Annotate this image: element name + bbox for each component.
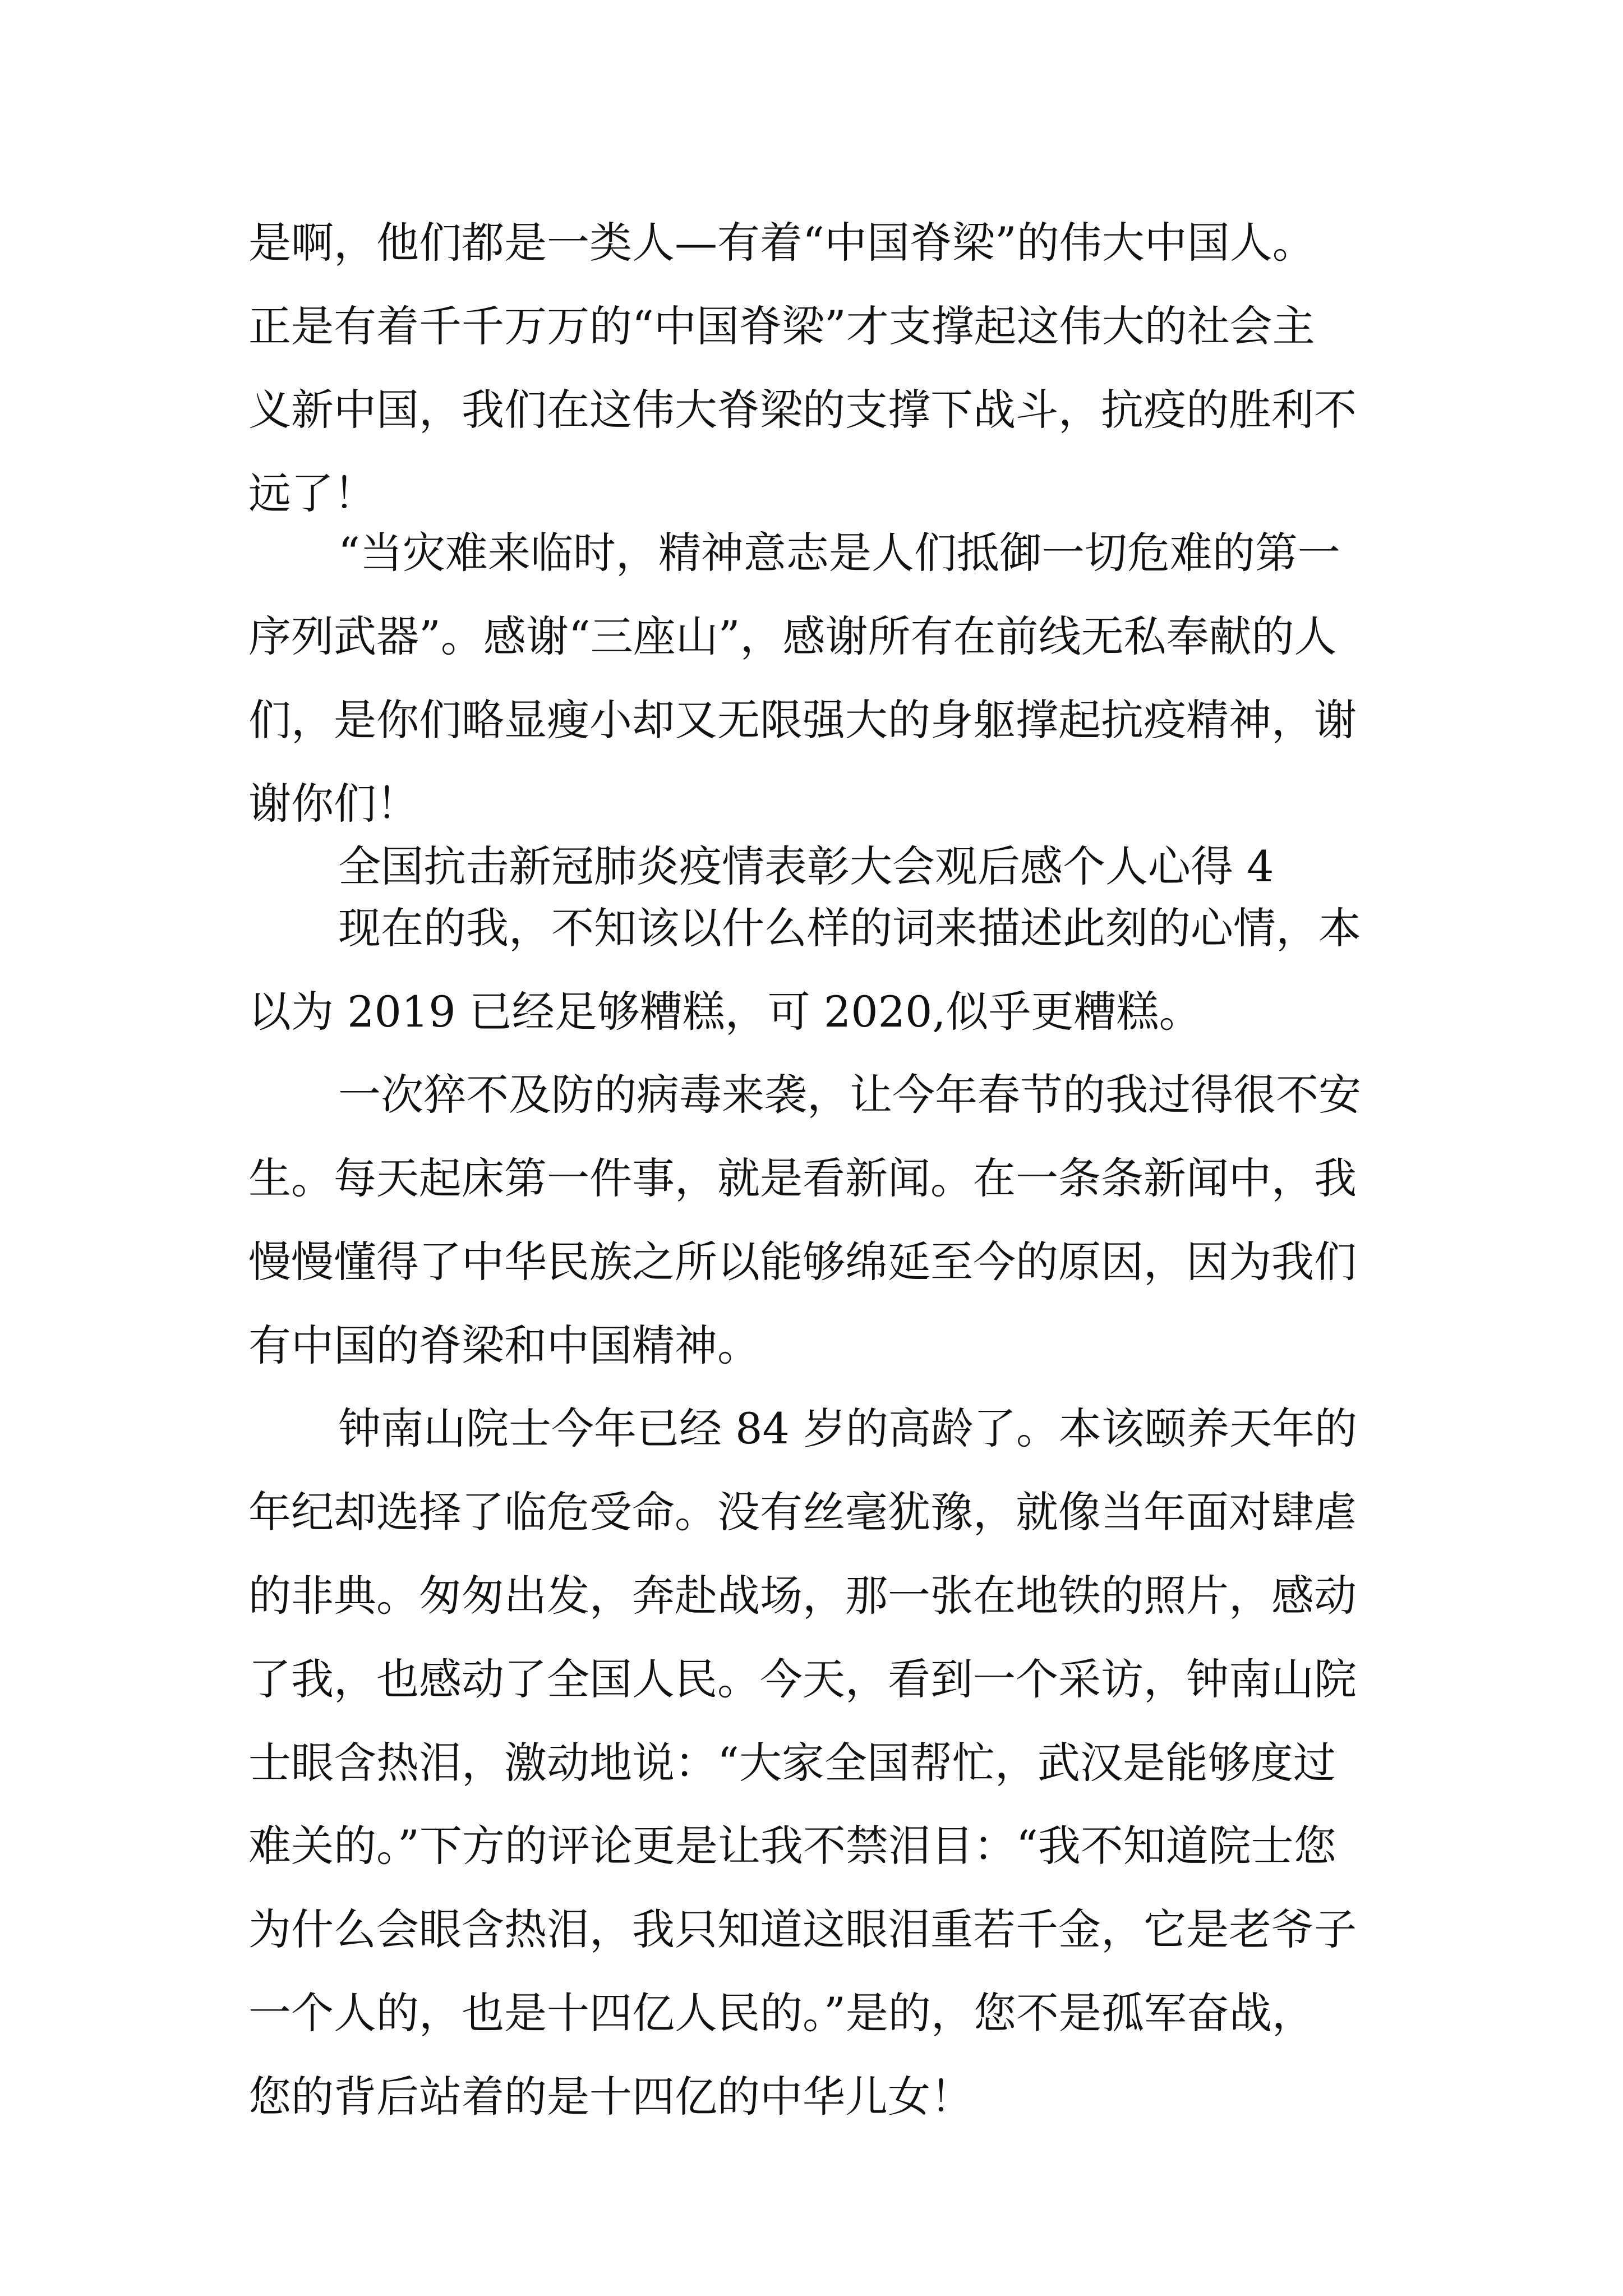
body-text-line: 远了！ [248,468,376,518]
body-text-line: 难关的。”下方的评论更是让我不禁泪目：“我不知道院士您 [248,1821,1336,1871]
body-text-line: 是啊，他们都是一类人—有着“中国脊梁”的伟大中国人。 [248,218,1315,268]
body-text-line: “当灾难来临时，精神意志是人们抵御一切危难的第一 [338,528,1340,578]
body-text-line: 们，是你们略显瘦小却又无限强大的身躯撑起抗疫精神，谢 [248,695,1357,745]
body-text-line: 您的背后站着的是十四亿的中华儿女！ [248,2072,973,2122]
body-text-line: 一个人的，也是十四亿人民的。”是的，您不是孤军奋战， [248,1988,1315,2038]
body-text-line: 有中国的脊梁和中国精神。 [248,1320,760,1370]
body-text-line: 谢你们！ [248,779,419,829]
body-text-line: 年纪却选择了临危受命。没有丝毫犹豫，就像当年面对肆虐 [248,1487,1357,1537]
body-text-line: 现在的我，不知该以什么样的词来描述此刻的心情，本 [338,903,1361,953]
body-text-line: 生。每天起床第一件事，就是看新闻。在一条条新闻中，我 [248,1153,1357,1203]
body-text-line: 的非典。匆匆出发，奔赴战场，那一张在地铁的照片，感动 [248,1571,1357,1621]
body-text-line: 义新中国，我们在这伟大脊梁的支撑下战斗，抗疫的胜利不 [248,385,1357,435]
body-text-line: 慢慢懂得了中华民族之所以能够绵延至今的原因，因为我们 [248,1237,1357,1287]
section-heading: 全国抗击新冠肺炎疫情表彰大会观后感个人心得 4 [338,841,1274,891]
body-text-line: 序列武器”。感谢“三座山”，感谢所有在前线无私奉献的人 [248,611,1337,661]
body-text-line: 士眼含热泪，激动地说：“大家全国帮忙，武汉是能够度过 [248,1738,1336,1788]
body-text-line: 钟南山院士今年已经 84 岁的高龄了。本该颐养天年的 [338,1404,1358,1453]
body-text-line: 为什么会眼含热泪，我只知道这眼泪重若千金，它是老爷子 [248,1904,1357,1954]
body-text-line: 正是有着千千万万的“中国脊梁”才支撑起这伟大的社会主 [248,301,1315,351]
body-text-line: 以为 2019 已经足够糟糕，可 2020,似乎更糟糕。 [248,987,1202,1037]
body-text-line: 了我，也感动了全国人民。今天，看到一个采访，钟南山院 [248,1654,1357,1704]
body-text-line: 一次猝不及防的病毒来袭，让今年春节的我过得很不安 [338,1070,1361,1120]
